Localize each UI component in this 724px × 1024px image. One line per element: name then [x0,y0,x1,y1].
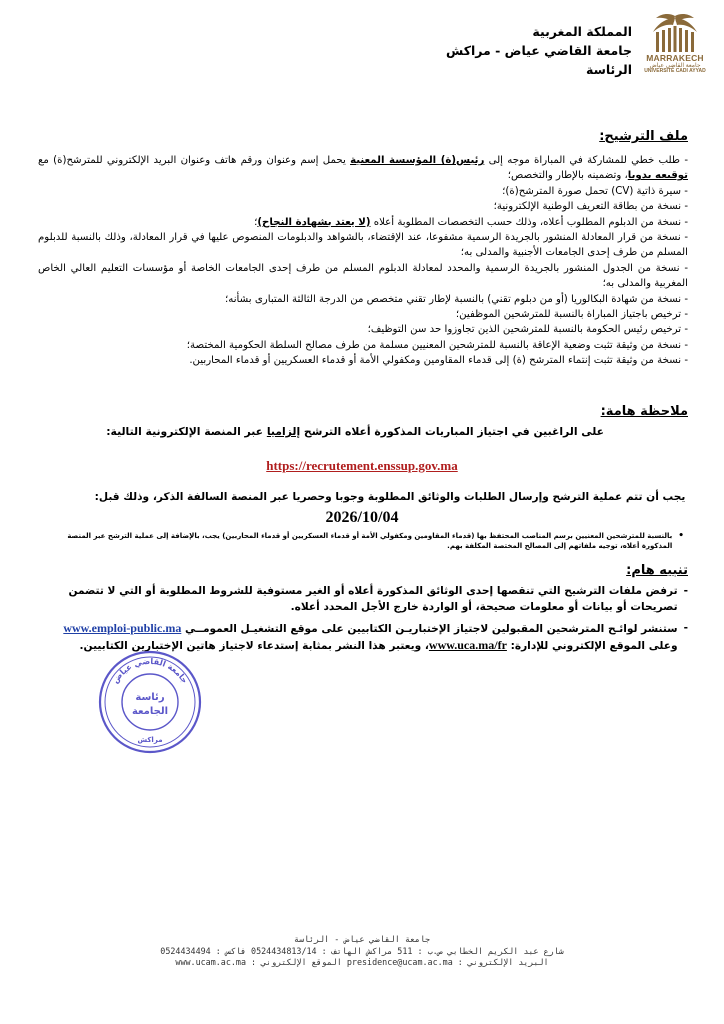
list-item: - ترخيص رئيس الحكومة بالنسبة للمترشحين الذين تجاوزوا حد سن التوظيف؛ [367,324,688,336]
logo-city: MARRAKECH [646,53,704,63]
presidency-stamp [96,648,204,756]
list-item: - نسخة من شهادة البكالوريا (أو من دبلوم تقني) بالنسبة لإطار تقني متخصص من الدرجة الثالثة المتبارى بشأنه؛ [225,293,688,305]
palm-tree-logo-icon [650,10,700,54]
deadline-date: 2026/10/04 [325,509,399,526]
list-item: - سيرة ذاتية (CV) تحمل صورة المترشح(ة)؛ [502,185,688,197]
list-item: - نسخة من بطاقة التعريف الوطنية الإلكترونية؛ [493,201,688,213]
header-presidency: الرئاسة [585,62,632,77]
reserved-posts-note: • بالنسبة للمترشحين المعنيين برسم المناصب المحتفظ بها (قدماء المقاومين ومكفولي الأمة أو قدماء العسكريين أو قدماء المحاربين) يجب، بالإضافة إلى عملية الترشح عبر المنصة المذكورة أعلاه، توجيه ملفاتهم إلى المصالح المختصة المكلفة بهم. [67,531,684,550]
stamp-center-1: رئاسة [135,692,165,703]
logo-arabic: جامعة القاضي عياض [649,62,701,69]
recruitment-platform-link[interactable]: https://recrutement.enssup.gov.ma [266,458,458,473]
footer-line-1: جامعة القاضي عياض - الرئاسة [293,934,431,944]
list-item: - ترفض ملفات الترشيح التي تنقصها إحدى الوثائق المذكورة أعلاه أو الغير مستوفية للشروط المطلوبة أو التي لا تتضمن تصريحات أو بيانات أو معلومات صحيحة، أو الواردة خارج الأجل المحدد أعلاه. [68,585,688,613]
footer-contact: البريد الإلكتروني : presidence@ucam.ac.ma الموقع الإلكتروني : www.ucam.ac.ma [175,957,549,968]
note-instruction: على الراغبين في اجتياز المباريات المذكورة أعلاه الترشح إلزاميا عبر المنصة الإلكترونية التالية: [106,425,604,438]
page-footer [0,934,724,969]
university-logo [644,10,706,98]
list-item: - طلب خطي للمشاركة في المباراة موجه إلى رئيس(ة) المؤسسة المعنية يحمل إسم وعنوان ورقم هاتف وعنوان البريد الإلكتروني للمترشح(ة) مع توقيعه يدويا، وتضمينه بالإطار والتخصص؛ [38,155,688,182]
list-item: - نسخة من قرار المعادلة المنشور بالجريدة الرسمية مشفوعا، عند الإقتضاء، بالشواهد والدبلومات المنصوص عليها في قرار المعادلة، وذلك بالنسبة للدبلوم المسلم من طرف إحدى الجامعات الأجنبية والمدلى به؛ [38,232,688,259]
warning-title: تنبيه هام: [626,563,688,578]
header-university: جامعة القاضي عياض - مراكش [446,43,632,58]
uca-website-link[interactable]: www.uca.ma/fr [428,637,507,652]
stamp-bottom-text: مراكش [137,736,163,744]
header-kingdom: المملكة المغربية [532,24,632,39]
deadline-text: يجب أن تتم عملية الترشح وإرسال الطلبات والوثائق المطلوبة وجوبا وحصريا عبر المنصة السالفة الذكر، وذلك قبل: [94,491,686,503]
letterhead [332,22,632,79]
bullet-icon: • [678,531,684,541]
dossier-list [38,153,688,369]
stamp-ring-text: جامعة القاضي عياض [110,656,190,685]
emploi-public-link[interactable]: www.emploi-public.ma [63,621,182,635]
dossier-title: ملف الترشيح: [599,129,688,144]
list-item: - نسخة من وثيقة تثبت إنتماء المترشح (ة) إلى قدماء المقاومين ومكفولي الأمة أو قدماء العسكريين أو قدماء المحاربين. [189,355,688,367]
list-item: - ستنشر لوائـح المترشحين المقبولين لاجتياز الإختباريـن الكتابيين على موقع التشغيـل العمومــي www.emploi-public.ma وعلى الموقع الإلكتروني للإدارة: www.uca.ma/fr، ويعتبر هذا النشر بمثابة إستدعاء لاجتياز هاتين الإختبارين الكتابيين. [63,621,688,652]
note-title: ملاحظة هامة: [600,404,688,419]
list-item: - نسخة من الجدول المنشور بالجريدة الرسمية والمحدد لمعادلة الدبلوم المسلم من طرف إحدى الجامعات الخاصة أو مؤسسات التعليم العالي الخاص المغربية والمدلى به؛ [38,262,688,290]
footer-address: شارع عبد الكريم الخطابي ص.ب : 511 مراكش الهاتف : 0524434813/14 فاكس : 0524434494 [160,945,564,956]
logo-latin: UNIVERSITÉ CADI AYYAD [644,68,706,75]
list-item: - نسخة من وثيقة تثبت وضعية الإعاقة بالنسبة للمترشحين المعنيين مسلمة من طرف مصالح السلطة الحكومية المختصة؛ [186,339,688,351]
list-item: - ترخيص باجتياز المباراة بالنسبة للمترشحين الموظفين؛ [455,309,688,321]
list-item: - نسخة من الدبلوم المطلوب أعلاه، وذلك حسب التخصصات المطلوبة أعلاه (لا يعتد بشهادة النجاح)؛ [254,216,688,228]
stamp-center-2: الجامعة [131,706,169,717]
